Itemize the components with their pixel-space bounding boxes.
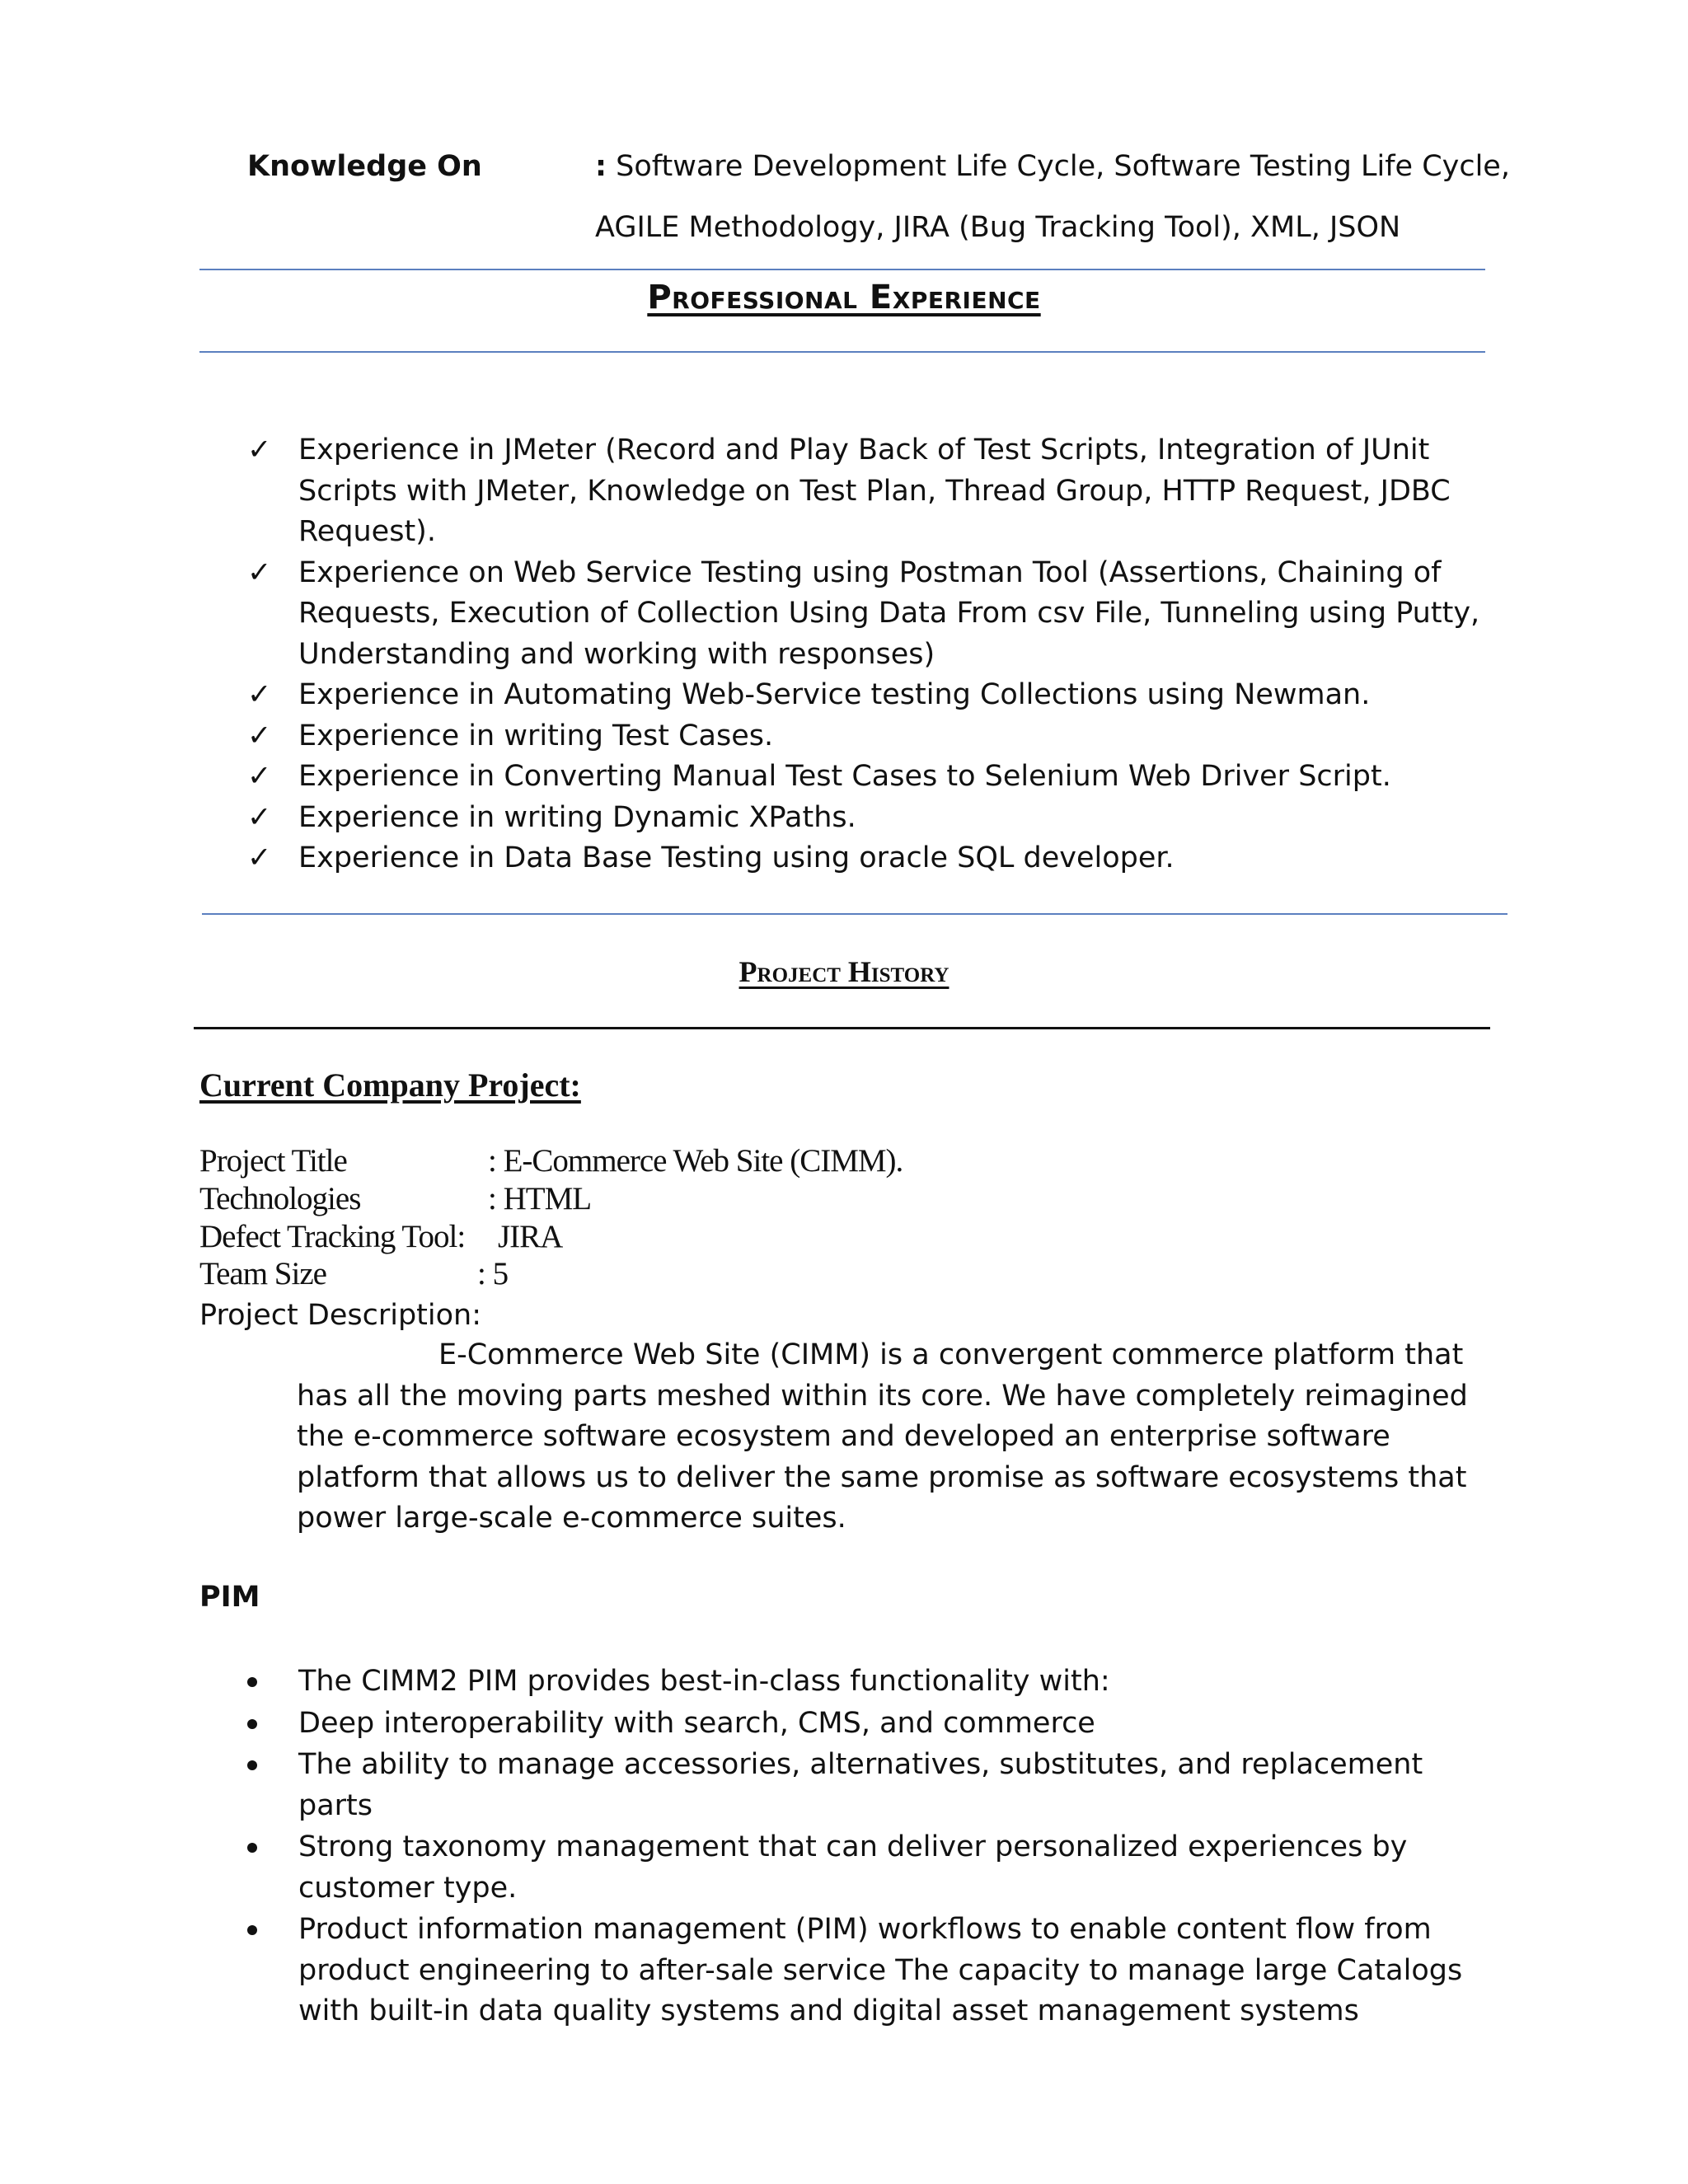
knowledge-line-2: AGILE Methodology, JIRA (Bug Tracking Tool), XML, JSON: [595, 211, 1401, 244]
checkmark-icon: ✓: [247, 841, 272, 874]
checkmark-icon: ✓: [247, 719, 272, 752]
experience-list: [247, 430, 1484, 879]
list-item: The ability to manage accessories, alternatives, substitutes, and replacement parts: [247, 1745, 1484, 1826]
divider-professional: [199, 351, 1485, 353]
divider-top: [199, 269, 1485, 270]
checkmark-icon: ✓: [247, 800, 272, 834]
project-description-label: Project Description:: [199, 1299, 482, 1332]
list-item: ✓ Experience on Web Service Testing using Postman Tool (Assertions, Chaining of Requests, Execution of Collection Using Data From csv File, Tunneling using Putty, Understanding and working with responses): [247, 553, 1484, 676]
bullet-icon: [247, 1677, 257, 1687]
project-description-text: E-Commerce Web Site (CIMM) is a convergent commerce platform that has all the moving parts meshed within its core. We have completely reimagined the e-commerce software ecosystem and developed an enterprise software platform that allows us to deliver the same promise as software ecosystems that power large-scale e-commerce suites.: [297, 1338, 1468, 1535]
list-item: Product information management (PIM) workflows to enable content flow from product engineering to after-sale service The capacity to manage large Catalogs with built-in data quality systems and digital asset management systems: [247, 1910, 1484, 2032]
knowledge-colon: :: [595, 150, 607, 183]
list-item: ✓ Experience in writing Dynamic XPaths.: [247, 798, 1484, 839]
bullet-icon: [247, 1843, 257, 1853]
list-item: ✓ Experience in Automating Web-Service testing Collections using Newman.: [247, 675, 1484, 716]
project-title-row: Project Title : E-Commerce Web Site (CIMM).: [199, 1143, 903, 1179]
pim-list: [247, 1661, 1484, 2033]
checkmark-icon: ✓: [247, 434, 272, 466]
knowledge-text-1: Software Development Life Cycle, Software Testing Life Cycle,: [616, 150, 1510, 183]
divider-project: [202, 913, 1507, 915]
technologies-row: Technologies : HTML: [199, 1181, 592, 1216]
bullet-icon: [247, 1925, 257, 1935]
knowledge-label: Knowledge On: [247, 150, 482, 183]
checkmark-icon: ✓: [247, 760, 272, 793]
list-item: ✓ Experience in JMeter (Record and Play Back of Test Scripts, Integration of JUnit Scripts with JMeter, Knowledge on Test Plan, Thread Group, HTTP Request, JDBC Request).: [247, 430, 1484, 553]
bullet-icon: [247, 1760, 257, 1770]
checkmark-icon: ✓: [247, 555, 272, 589]
professional-experience-title: Professional Experience: [647, 279, 1041, 316]
pim-heading: PIM: [199, 1581, 260, 1614]
list-item: ✓ Experience in Data Base Testing using oracle SQL developer.: [247, 838, 1484, 879]
list-item: ✓ Experience in Converting Manual Test Cases to Selenium Web Driver Script.: [247, 757, 1484, 798]
divider-project-history: [194, 1027, 1490, 1029]
current-company-project-title: Current Company Project:: [199, 1066, 581, 1104]
team-size-row: Team Size : 5: [199, 1256, 509, 1291]
list-item: ✓ Experience in writing Test Cases.: [247, 716, 1484, 757]
bullet-icon: [247, 1719, 257, 1729]
project-history-title: Project History: [738, 955, 950, 988]
defect-tracking-row: Defect Tracking Tool: JIRA: [199, 1219, 563, 1254]
list-item: The CIMM2 PIM provides best-in-class functionality with:: [247, 1661, 1484, 1703]
list-item: Strong taxonomy management that can deliver personalized experiences by customer type.: [247, 1827, 1484, 1909]
checkmark-icon: ✓: [247, 678, 272, 711]
list-item: Deep interoperability with search, CMS, and commerce: [247, 1704, 1484, 1745]
knowledge-line-1: [595, 150, 1510, 183]
